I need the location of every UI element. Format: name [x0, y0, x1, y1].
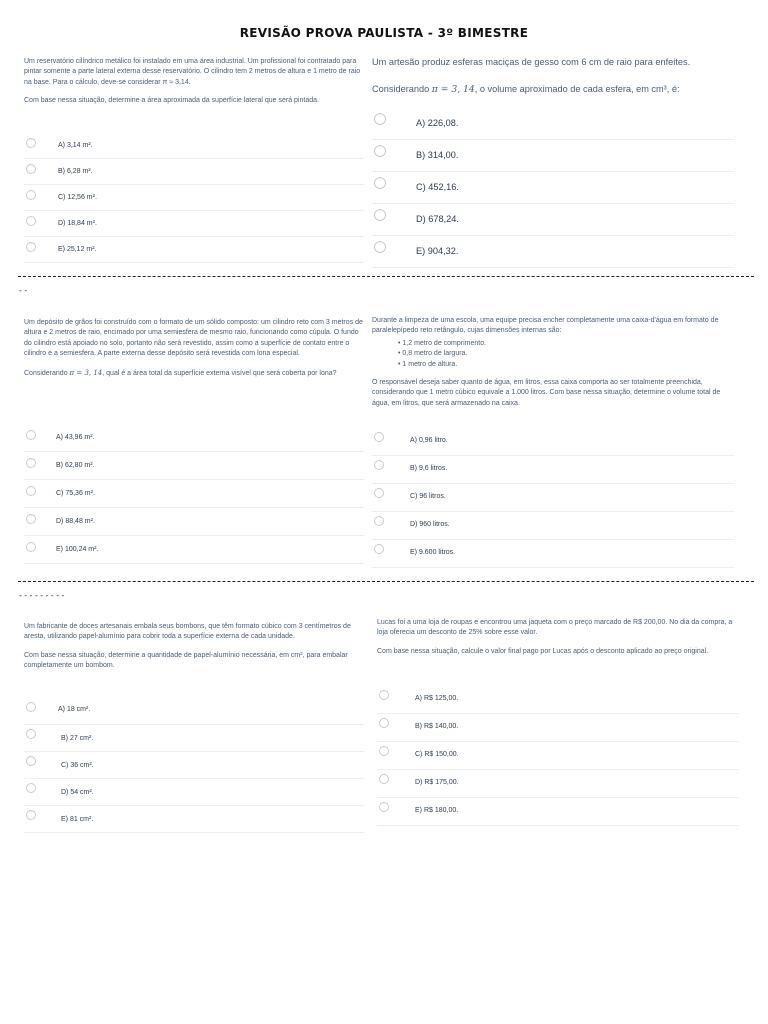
radio-button[interactable] [26, 164, 36, 174]
radio-button[interactable] [374, 177, 386, 189]
option-d[interactable]: D) 678,24. [372, 204, 734, 236]
question-stem: Um depósito de grãos foi construído com o formato de um sólido composto: um cilindro reto com 3 metros de altura e 2 metros de raio, encimado por uma semiesfera de mesmo raio, funcionando como cúpula. O fundo do cilindro está apoiado no solo, portanto não será revestido, assim como a superfície de contato entre o cilindro e a semiesfera. A parte externa desse depósito será revestida com lona especial. Considerando π = 3, 14, qual é a área total da superfície externa visível que será coberta por lona? [24, 319, 363, 377]
option-e[interactable]: E) 25,12 m². [24, 237, 364, 263]
option-a[interactable]: A) 226,08. [372, 108, 734, 140]
radio-button[interactable] [26, 810, 36, 820]
option-a[interactable]: A) 3,14 m². [24, 133, 364, 159]
radio-button[interactable] [26, 216, 36, 226]
radio-button[interactable] [374, 113, 386, 125]
radio-button[interactable] [374, 145, 386, 157]
radio-button[interactable] [374, 432, 384, 442]
radio-button[interactable] [26, 138, 36, 148]
radio-button[interactable] [26, 542, 36, 552]
option-d[interactable]: D) 54 cm². [24, 779, 364, 806]
option-d[interactable]: D) 18,84 m². [24, 211, 364, 237]
option-b[interactable]: B) 62,80 m². [24, 452, 364, 480]
separator-tail: --------- [18, 591, 66, 600]
section-separator [18, 276, 754, 277]
option-b[interactable]: B) 6,28 m². [24, 159, 364, 185]
radio-button[interactable] [374, 241, 386, 253]
radio-button[interactable] [379, 774, 389, 784]
option-b[interactable]: B) 9,6 litros. [372, 456, 734, 484]
option-c[interactable]: C) 36 cm². [24, 752, 364, 779]
question-reservatorio [24, 57, 364, 262]
question-jaqueta [377, 618, 739, 828]
radio-button[interactable] [26, 729, 36, 739]
page-title: REVISÃO PROVA PAULISTA - 3º BIMESTRE [239, 26, 529, 40]
radio-button[interactable] [374, 516, 384, 526]
dimensions-list: • 1,2 metro de comprimento. • 0,8 metro de largura. • 1 metro de altura. [372, 339, 734, 370]
option-c[interactable]: C) 452,16. [372, 172, 734, 204]
question-stem: Um fabricante de doces artesanais embala seus bombons, que têm formato cúbico com 3 centímetros de aresta, utilizando papel-alumínio para cobrir toda a superfície externa de cada unidade. Com base nessa situação, determine a quantidade de papel-alumínio necessária, em cm², para embalar completamente um bombom. [24, 623, 351, 670]
option-b[interactable]: B) 27 cm². [24, 725, 364, 752]
option-d[interactable]: D) 88,48 m². [24, 508, 364, 536]
option-d[interactable]: D) 960 litros. [372, 512, 734, 540]
radio-button[interactable] [26, 756, 36, 766]
option-a[interactable]: A) R$ 125,00. [377, 686, 739, 714]
radio-button[interactable] [26, 514, 36, 524]
option-c[interactable]: C) 75,36 m². [24, 480, 364, 508]
radio-button[interactable] [26, 783, 36, 793]
question-stem: Um reservatório cilíndrico metálico foi instalado em uma área industrial. Um profissional foi contratado para pintar somente a parte lateral externa desse reservatório. O cilindro tem 2 metros de altura e 1 metro de raio na base. Para o cálculo, deve-se considerar π ≈ 3,14. Com base nessa situação, determine a área aproximada da superfície lateral que será pintada. [24, 58, 361, 105]
radio-button[interactable] [26, 242, 36, 252]
radio-button[interactable] [26, 458, 36, 468]
option-a[interactable]: A) 0,96 litro. [372, 428, 734, 456]
option-e[interactable]: E) R$ 180,00. [377, 798, 739, 826]
question-stem-continued: O responsável deseja saber quanto de água, em litros, essa caixa comporta ao ser totalmente preenchida, considerando que 1 metro cúbico equivale a 1.000 litros. Com base nessa situação, determine o volume total de água, em litros, que será armazenado na caixa. [372, 379, 721, 407]
radio-button[interactable] [26, 486, 36, 496]
option-e[interactable]: E) 9.600 litros. [372, 540, 734, 568]
question-stem: Durante a limpeza de uma escola, uma equipe precisa encher completamente uma caixa-d'água em formato de paralelepípedo reto retângulo, cujas dimensões internas são: [372, 317, 719, 335]
radio-button[interactable] [374, 488, 384, 498]
option-b[interactable]: B) R$ 140,00. [377, 714, 739, 742]
radio-button[interactable] [374, 460, 384, 470]
radio-button[interactable] [379, 746, 389, 756]
question-stem: Lucas foi a uma loja de roupas e encontrou uma jaqueta com o preço marcado de R$ 200,00. No dia da compra, a loja oferecia um desconto de 25% sobre esse valor. Com base nessa situação, calcule o valor final pago por Lucas após o desconto aplicado ao preço original. [377, 619, 733, 655]
option-a[interactable]: A) 43,96 m². [24, 424, 364, 452]
radio-button[interactable] [26, 702, 36, 712]
radio-button[interactable] [26, 430, 36, 440]
radio-button[interactable] [374, 209, 386, 221]
radio-button[interactable] [379, 718, 389, 728]
separator-tail: -- [18, 286, 29, 295]
pi-formula: π = 3, 14 [431, 84, 475, 95]
option-c[interactable]: C) 96 litros. [372, 484, 734, 512]
option-d[interactable]: D) R$ 175,00. [377, 770, 739, 798]
option-c[interactable]: C) 12,56 m². [24, 185, 364, 211]
question-bombom [24, 622, 364, 832]
question-esfera [372, 56, 734, 262]
option-e[interactable]: E) 904,32. [372, 236, 734, 268]
question-deposito [24, 318, 364, 568]
question-caixa-dagua [372, 316, 734, 566]
option-c[interactable]: C) R$ 150,00. [377, 742, 739, 770]
option-e[interactable]: E) 100,24 m². [24, 536, 364, 564]
option-a[interactable]: A) 18 cm². [24, 698, 364, 725]
question-stem: Um artesão produz esferas maciças de gesso com 6 cm de raio para enfeites. Considerando π = 3, 14, o volume aproximado de cada esfera, em cm³, é: [372, 57, 691, 95]
radio-button[interactable] [374, 544, 384, 554]
pi-formula: π = 3, 14 [69, 368, 103, 377]
radio-button[interactable] [379, 690, 389, 700]
option-e[interactable]: E) 81 cm². [24, 806, 364, 833]
section-separator [18, 581, 754, 582]
radio-button[interactable] [26, 190, 36, 200]
option-b[interactable]: B) 314,00. [372, 140, 734, 172]
radio-button[interactable] [379, 802, 389, 812]
